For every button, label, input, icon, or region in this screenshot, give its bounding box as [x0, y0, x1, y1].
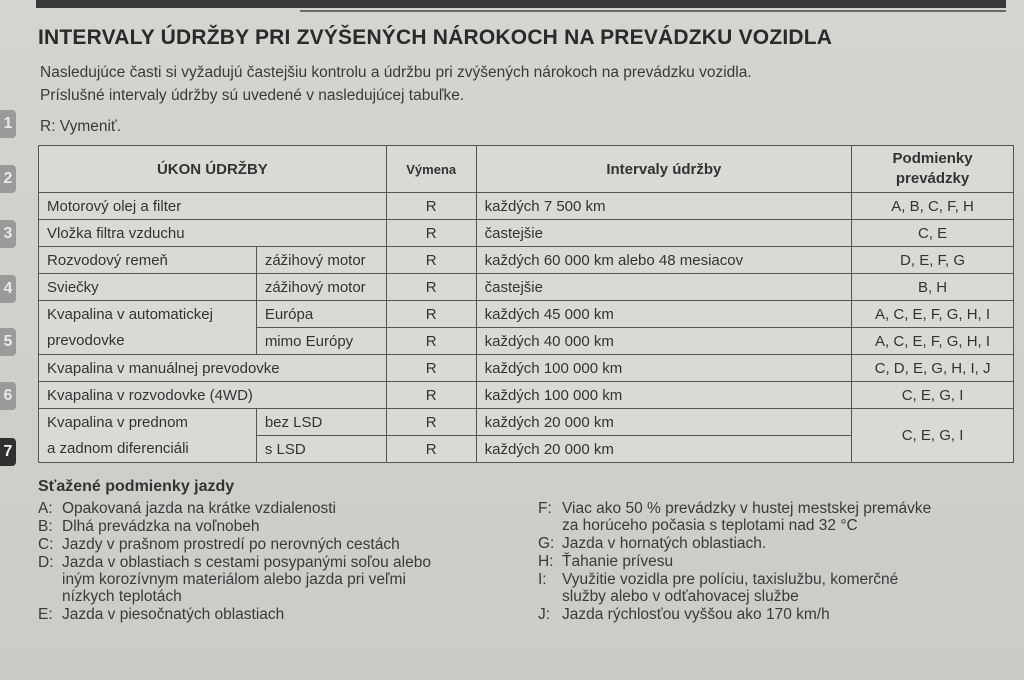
legend-code: G: — [538, 535, 555, 552]
task-cell: a zadnom diferenciáli — [39, 436, 257, 463]
legend-code: I: — [538, 571, 547, 588]
legend-item — [38, 606, 518, 623]
chapter-tab-7[interactable]: 7 — [0, 438, 16, 466]
legend-text: Jazda v oblastiach s cestami posypanými soľou alebo iným korozívnym materiálom alebo jazda pri veľmi nízkych teplotách — [62, 554, 431, 605]
task-cell: Kvapalina v rozvodovke (4WD) — [39, 382, 387, 409]
legend-item — [38, 518, 518, 535]
task-sub-cell: Európa — [256, 301, 386, 328]
header-task: ÚKON ÚDRŽBY — [39, 146, 387, 193]
legend-item — [538, 500, 1008, 534]
top-rule-thin — [300, 10, 1006, 12]
header-interval: Intervaly údržby — [476, 146, 851, 193]
table-row — [39, 247, 1014, 274]
table-row — [39, 355, 1014, 382]
legend-text: Jazda v piesočnatých oblastiach — [62, 606, 285, 623]
header-conditions-label: Podmienky prevádzky — [892, 150, 973, 187]
page-title: INTERVALY ÚDRŽBY PRI ZVÝŠENÝCH NÁROKOCH NA PREVÁDZKU VOZIDLA — [38, 26, 833, 49]
interval-cell: každých 20 000 km — [476, 409, 851, 436]
task-cell: Kvapalina v prednom — [39, 409, 257, 436]
legend-item — [538, 571, 1008, 605]
legend-text: Ťahanie prívesu — [562, 553, 674, 570]
legend-text: Jazda rýchlosťou vyššou ako 170 km/h — [562, 606, 830, 623]
conditions-cell: B, H — [852, 274, 1014, 301]
chapter-tab-6[interactable]: 6 — [0, 382, 16, 410]
legend-code: B: — [38, 518, 53, 535]
interval-cell: každých 40 000 km — [476, 328, 851, 355]
interval-cell: každých 60 000 km alebo 48 mesiacov — [476, 247, 851, 274]
legend-code: D: — [38, 554, 54, 571]
legend-item — [538, 553, 1008, 570]
conditions-cell: A, B, C, F, H — [852, 193, 1014, 220]
interval-cell: častejšie — [476, 274, 851, 301]
replace-cell: R — [386, 220, 476, 247]
replace-note: R: Vymeniť. — [40, 118, 122, 135]
legend-text: Využitie vozidla pre políciu, taxislužbu, komerčné služby alebo v odťahovacej službe — [562, 571, 899, 605]
task-cell: Rozvodový remeň — [39, 247, 257, 274]
legend-code: A: — [38, 500, 53, 517]
replace-cell: R — [386, 301, 476, 328]
legend-text: Opakovaná jazda na krátke vzdialenosti — [62, 500, 336, 517]
legend-title: Sťažené podmienky jazdy — [38, 478, 235, 495]
table-row — [39, 382, 1014, 409]
interval-cell: každých 100 000 km — [476, 355, 851, 382]
legend-code: C: — [38, 536, 54, 553]
task-cell: Kvapalina v manuálnej prevodovke — [39, 355, 387, 382]
legend-code: H: — [538, 553, 554, 570]
table-row — [39, 274, 1014, 301]
header-conditions — [852, 146, 1014, 193]
conditions-cell: C, E, G, I — [852, 409, 1014, 463]
legend-text: Dlhá prevádzka na voľnobeh — [62, 518, 260, 535]
interval-cell: každých 45 000 km — [476, 301, 851, 328]
conditions-cell: C, E — [852, 220, 1014, 247]
replace-cell: R — [386, 382, 476, 409]
task-cell: Motorový olej a filter — [39, 193, 387, 220]
task-cell: Kvapalina v automatickej — [39, 301, 257, 328]
task-sub-cell: zážihový motor — [256, 274, 386, 301]
task-cell: Vložka filtra vzduchu — [39, 220, 387, 247]
interval-cell: každých 20 000 km — [476, 436, 851, 463]
table-header-row — [39, 146, 1014, 193]
legend-item — [38, 536, 518, 553]
legend-code: J: — [538, 606, 551, 623]
table-row — [39, 328, 1014, 355]
chapter-tab-3[interactable]: 3 — [0, 220, 16, 248]
table-row — [39, 301, 1014, 328]
replace-cell: R — [386, 409, 476, 436]
replace-cell: R — [386, 355, 476, 382]
legend-item — [538, 606, 1008, 623]
task-cell: prevodovke — [39, 328, 257, 355]
legend-item — [38, 500, 518, 517]
legend-code: E: — [38, 606, 53, 623]
replace-cell: R — [386, 436, 476, 463]
chapter-tab-5[interactable]: 5 — [0, 328, 16, 356]
conditions-cell: C, E, G, I — [852, 382, 1014, 409]
legend-text: Jazdy v prašnom prostredí po nerovných cestách — [62, 536, 400, 553]
legend-item — [538, 535, 1008, 552]
replace-cell: R — [386, 193, 476, 220]
task-sub-cell: zážihový motor — [256, 247, 386, 274]
legend-left — [38, 500, 518, 624]
legend-text: Jazda v hornatých oblastiach. — [562, 535, 767, 552]
table-row — [39, 193, 1014, 220]
conditions-cell: C, D, E, G, H, I, J — [852, 355, 1014, 382]
task-sub-cell: s LSD — [256, 436, 386, 463]
table-row — [39, 220, 1014, 247]
task-sub-cell: mimo Európy — [256, 328, 386, 355]
legend-right — [538, 500, 1008, 624]
task-sub-cell: bez LSD — [256, 409, 386, 436]
interval-cell: každých 7 500 km — [476, 193, 851, 220]
chapter-tab-1[interactable]: 1 — [0, 110, 16, 138]
header-replace: Výmena — [386, 146, 476, 193]
intro-line-2: Príslušné intervaly údržby sú uvedené v nasledujúcej tabuľke. — [40, 87, 465, 104]
task-cell: Sviečky — [39, 274, 257, 301]
conditions-cell: A, C, E, F, G, H, I — [852, 301, 1014, 328]
replace-cell: R — [386, 274, 476, 301]
legend-text: Viac ako 50 % prevádzky v hustej mestskej premávke za horúceho počasia s teplotami nad 32 °C — [562, 500, 932, 534]
table-row — [39, 409, 1014, 436]
conditions-cell: D, E, F, G — [852, 247, 1014, 274]
chapter-tab-2[interactable]: 2 — [0, 165, 16, 193]
top-rule — [36, 0, 1006, 8]
chapter-tab-4[interactable]: 4 — [0, 275, 16, 303]
replace-cell: R — [386, 247, 476, 274]
maintenance-table — [38, 145, 1014, 463]
legend-code: F: — [538, 500, 552, 517]
legend-item — [38, 554, 518, 605]
replace-cell: R — [386, 328, 476, 355]
conditions-cell: A, C, E, F, G, H, I — [852, 328, 1014, 355]
interval-cell: častejšie — [476, 220, 851, 247]
intro-line-1: Nasledujúce časti si vyžadujú častejšiu kontrolu a údržbu pri zvýšených nárokoch na prevádzku vozidla. — [40, 64, 752, 81]
interval-cell: každých 100 000 km — [476, 382, 851, 409]
